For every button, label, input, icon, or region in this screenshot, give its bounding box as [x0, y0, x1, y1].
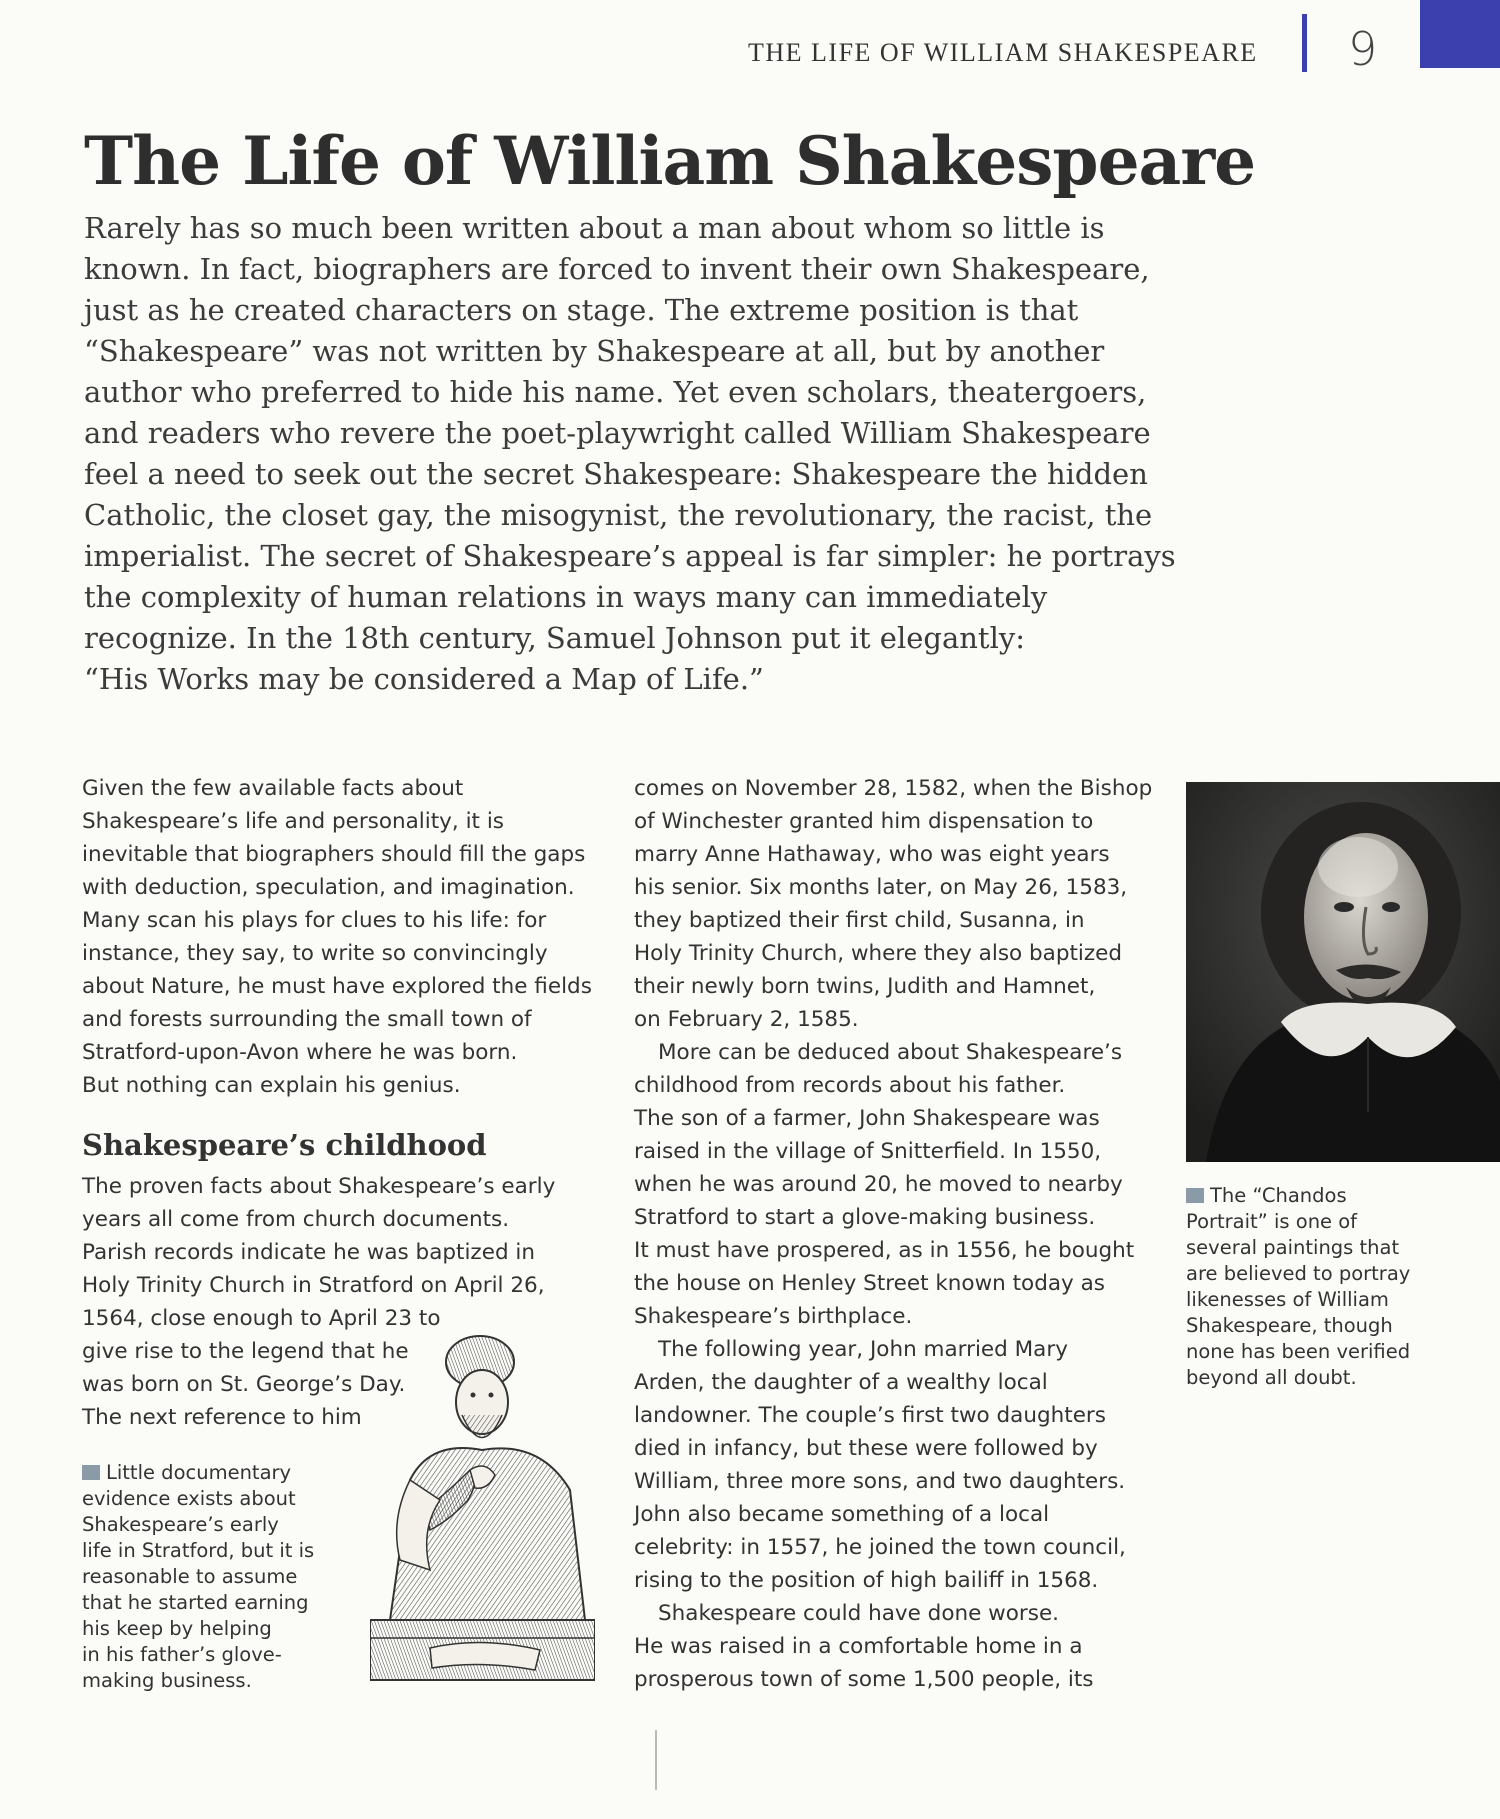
- body-line: Shakespeare could have done worse.: [658, 1601, 1060, 1626]
- intro-paragraph: [84, 208, 1176, 700]
- caption-right: [1186, 1183, 1456, 1391]
- page-title: The Life of William Shakespeare: [84, 122, 1256, 200]
- caption-line: evidence exists about: [82, 1487, 296, 1510]
- body-line: Holy Trinity Church in Stratford on April 26,: [82, 1273, 545, 1298]
- caption-line: that he started earning: [82, 1591, 309, 1614]
- caption-line: life in Stratford, but it is: [82, 1539, 315, 1562]
- body-line: Many scan his plays for clues to his life: for: [82, 908, 547, 933]
- body-line: celebrity: in 1557, he joined the town council,: [634, 1535, 1126, 1560]
- body-line: give rise to the legend that he: [82, 1339, 409, 1364]
- body-line: on February 2, 1585.: [634, 1007, 859, 1032]
- chandos-portrait: [1186, 782, 1500, 1162]
- body-line: about Nature, he must have explored the fields: [82, 974, 592, 999]
- body-line: The next reference to him: [82, 1405, 362, 1430]
- body-line: and forests surrounding the small town of: [82, 1007, 532, 1032]
- body-line: childhood from records about his father.: [634, 1073, 1066, 1098]
- caption-line: none has been verified: [1186, 1340, 1411, 1363]
- body-line: William, three more sons, and two daughters.: [634, 1469, 1126, 1494]
- body-line: prosperous town of some 1,500 people, its: [634, 1667, 1094, 1692]
- page-edge-tab: [1420, 0, 1500, 68]
- caption-line: are believed to portray: [1186, 1262, 1411, 1285]
- body-line: died in infancy, but these were followed by: [634, 1436, 1098, 1461]
- body-line: The son of a farmer, John Shakespeare was: [634, 1106, 1100, 1131]
- body-line: Stratford-upon-Avon where he was born.: [82, 1040, 518, 1065]
- caption-line: Shakespeare’s early: [82, 1513, 279, 1536]
- body-line: Stratford to start a glove-making business.: [634, 1205, 1096, 1230]
- body-line: was born on St. George’s Day.: [82, 1372, 406, 1397]
- gutter-mark: [655, 1730, 657, 1790]
- body-line: Given the few available facts about: [82, 776, 464, 801]
- caption-line: [1186, 1183, 1456, 1209]
- caption-line: several paintings that: [1186, 1236, 1400, 1259]
- engraving-illustration: [370, 1320, 595, 1690]
- body-line: 1564, close enough to April 23 to: [82, 1306, 441, 1331]
- caption-line: likenesses of William: [1186, 1288, 1389, 1311]
- intro-line: “His Works may be considered a Map of Life.”: [84, 662, 764, 696]
- body-line: He was raised in a comfortable home in a: [634, 1634, 1083, 1659]
- intro-line: the complexity of human relations in ways many can immediately: [84, 580, 1048, 614]
- body-line: of Winchester granted him dispensation to: [634, 809, 1094, 834]
- body-line: their newly born twins, Judith and Hamnet,: [634, 974, 1096, 999]
- section-subheading: Shakespeare’s childhood: [82, 1128, 487, 1162]
- body-line: rising to the position of high bailiff in 1568.: [634, 1568, 1099, 1593]
- body-line: landowner. The couple’s first two daughters: [634, 1403, 1106, 1428]
- body-line: Parish records indicate he was baptized in: [82, 1240, 536, 1265]
- body-line: when he was around 20, he moved to nearby: [634, 1172, 1123, 1197]
- body-line: Shakespeare’s birthplace.: [634, 1304, 913, 1329]
- body-line: John also became something of a local: [634, 1502, 1050, 1527]
- intro-line: Catholic, the closet gay, the misogynist, the revolutionary, the racist, the: [84, 498, 1153, 532]
- body-line: the house on Henley Street known today as: [634, 1271, 1105, 1296]
- intro-line: imperialist. The secret of Shakespeare’s appeal is far simpler: he portrays: [84, 539, 1176, 573]
- intro-line: and readers who revere the poet-playwright called William Shakespeare: [84, 416, 1151, 450]
- caption-arrow-icon: [1186, 1188, 1204, 1203]
- intro-line: Rarely has so much been written about a man about whom so little is: [84, 211, 1105, 245]
- body-line: marry Anne Hathaway, who was eight years: [634, 842, 1110, 867]
- caption-line: in his father’s glove-: [82, 1643, 282, 1666]
- caption-text: The “Chandos: [1210, 1184, 1347, 1207]
- body-line: More can be deduced about Shakespeare’s: [658, 1040, 1123, 1065]
- caption-line: making business.: [82, 1669, 252, 1692]
- body-line: Shakespeare’s life and personality, it is: [82, 809, 504, 834]
- running-head: THE LIFE OF WILLIAM SHAKESPEARE: [748, 38, 1258, 67]
- caption-arrow-icon: [82, 1465, 100, 1480]
- body-line: Holy Trinity Church, where they also baptized: [634, 941, 1123, 966]
- intro-line: recognize. In the 18th century, Samuel Johnson put it elegantly:: [84, 621, 1026, 655]
- body-line: The proven facts about Shakespeare’s early: [82, 1174, 556, 1199]
- body-line: But nothing can explain his genius.: [82, 1073, 461, 1098]
- body-line: they baptized their first child, Susanna, in: [634, 908, 1085, 933]
- intro-line: feel a need to seek out the secret Shakespeare: Shakespeare the hidden: [84, 457, 1148, 491]
- caption-line: Shakespeare, though: [1186, 1314, 1393, 1337]
- portrait-image: [1186, 782, 1500, 1162]
- header-rule: [1302, 14, 1307, 72]
- body-line: with deduction, speculation, and imagination.: [82, 875, 575, 900]
- caption-text: Little documentary: [106, 1461, 292, 1484]
- intro-line: author who preferred to hide his name. Yet even scholars, theatergoers,: [84, 375, 1147, 409]
- caption-line: Portrait” is one of: [1186, 1210, 1358, 1233]
- caption-line: beyond all doubt.: [1186, 1366, 1357, 1389]
- body-column-2: [634, 772, 1154, 1696]
- caption-left: [82, 1460, 342, 1694]
- intro-line: known. In fact, biographers are forced to invent their own Shakespeare,: [84, 252, 1150, 286]
- body-line: years all come from church documents.: [82, 1207, 510, 1232]
- page-number: 9: [1348, 22, 1378, 76]
- caption-line: his keep by helping: [82, 1617, 272, 1640]
- body-line: Arden, the daughter of a wealthy local: [634, 1370, 1048, 1395]
- intro-line: just as he created characters on stage. The extreme position is that: [84, 293, 1079, 327]
- caption-line: reasonable to assume: [82, 1565, 298, 1588]
- body-line: It must have prospered, as in 1556, he bought: [634, 1238, 1135, 1263]
- body-line: comes on November 28, 1582, when the Bishop: [634, 776, 1153, 801]
- body-line: instance, they say, to write so convincingly: [82, 941, 548, 966]
- body-line: The following year, John married Mary: [658, 1337, 1068, 1362]
- body-line: his senior. Six months later, on May 26, 1583,: [634, 875, 1128, 900]
- body-column-1: [82, 772, 602, 1102]
- body-line: raised in the village of Snitterfield. In 1550,: [634, 1139, 1102, 1164]
- intro-line: “Shakespeare” was not written by Shakespeare at all, but by another: [84, 334, 1105, 368]
- body-line: inevitable that biographers should fill the gaps: [82, 842, 586, 867]
- glove-maker-engraving: [370, 1320, 595, 1690]
- caption-line: [82, 1460, 342, 1486]
